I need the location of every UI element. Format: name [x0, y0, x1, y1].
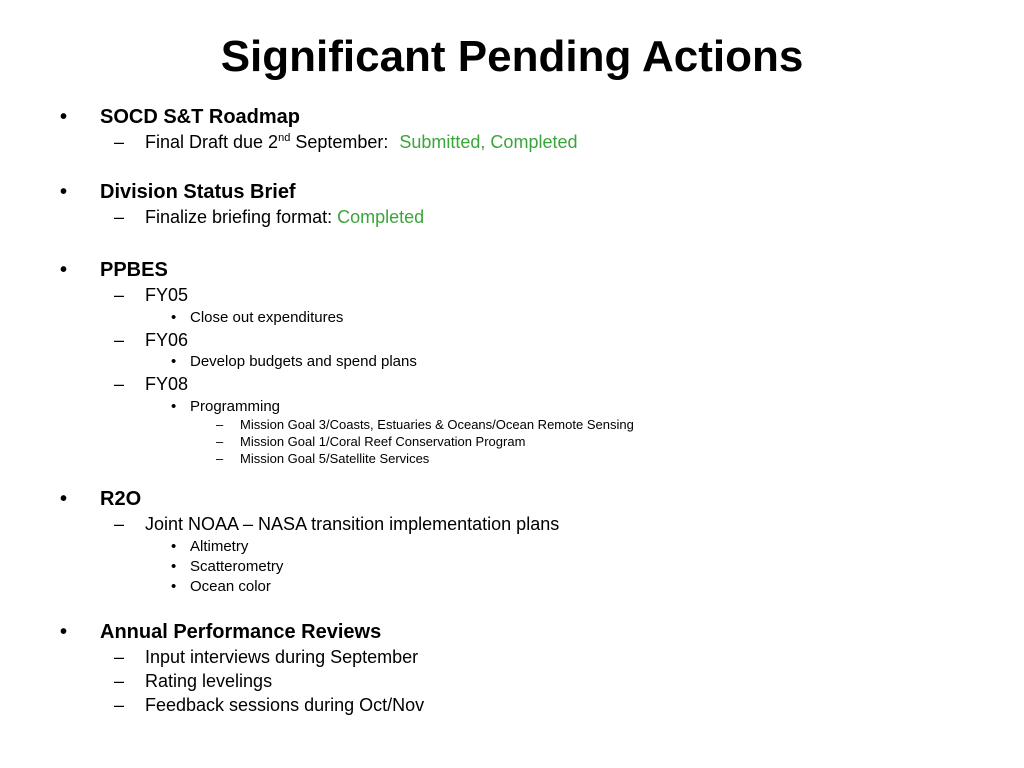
- bullet-marker: •: [171, 578, 177, 595]
- dash-marker: –: [114, 330, 125, 350]
- bullet-marker: •: [171, 538, 177, 555]
- bullet-marker: •: [60, 259, 68, 281]
- bullet-marker: •: [60, 106, 68, 128]
- section-heading-division-status: Division Status Brief: [100, 181, 296, 203]
- list-subsubitem-mission-goal-3: Mission Goal 3/Coasts, Estuaries & Oceans/Ocean Remote Sensing: [240, 417, 634, 432]
- dash-marker: –: [114, 647, 125, 667]
- dash-marker: –: [114, 285, 125, 305]
- list-subitem-close-out: Close out expenditures: [190, 309, 344, 326]
- list-item-fy08: FY08: [145, 374, 189, 394]
- status-text: Completed: [337, 207, 425, 227]
- item-text: September:: [290, 132, 389, 152]
- bullet-marker: •: [60, 488, 68, 510]
- dash-marker: –: [216, 451, 224, 466]
- bullet-marker: •: [171, 398, 177, 415]
- list-item-final-draft: [145, 131, 577, 153]
- section-heading-ppbes: PPBES: [100, 259, 168, 281]
- dash-marker: –: [114, 207, 125, 227]
- dash-marker: –: [216, 417, 224, 432]
- list-item-fy06: FY06: [145, 330, 189, 350]
- list-subitem-develop-budgets: Develop budgets and spend plans: [190, 353, 417, 370]
- bullet-marker: •: [60, 621, 68, 643]
- list-item-fy05: FY05: [145, 285, 189, 305]
- dash-marker: –: [114, 374, 125, 394]
- item-text: Finalize briefing format:: [145, 207, 338, 227]
- list-subitem-altimetry: Altimetry: [190, 538, 249, 555]
- list-item-joint-noaa-nasa: Joint NOAA – NASA transition implementation plans: [145, 514, 560, 534]
- list-item-briefing-format: [145, 206, 424, 228]
- superscript-ordinal: nd: [278, 132, 291, 144]
- dash-marker: –: [114, 514, 125, 534]
- section-heading-socd: SOCD S&T Roadmap: [100, 106, 301, 128]
- list-subitem-ocean-color: Ocean color: [190, 578, 271, 595]
- list-subitem-scatterometry: Scatterometry: [190, 558, 284, 575]
- list-subsubitem-mission-goal-5: Mission Goal 5/Satellite Services: [240, 451, 430, 466]
- list-item-feedback-sessions: Feedback sessions during Oct/Nov: [145, 695, 425, 715]
- bullet-marker: •: [171, 558, 177, 575]
- bullet-marker: •: [171, 353, 177, 370]
- item-text: Final Draft due 2: [145, 132, 279, 152]
- list-item-rating-levelings: Rating levelings: [145, 671, 273, 691]
- list-subsubitem-mission-goal-1: Mission Goal 1/Coral Reef Conservation Program: [240, 434, 526, 449]
- list-item-input-interviews: Input interviews during September: [145, 647, 419, 667]
- dash-marker: –: [114, 671, 125, 691]
- dash-marker: –: [114, 695, 125, 715]
- dash-marker: –: [216, 434, 224, 449]
- section-heading-r2o: R2O: [100, 488, 142, 510]
- section-heading-annual-reviews: Annual Performance Reviews: [100, 621, 382, 643]
- slide-title: Significant Pending Actions: [220, 32, 804, 81]
- bullet-marker: •: [171, 309, 177, 326]
- dash-marker: –: [114, 132, 125, 152]
- bullet-marker: •: [60, 181, 68, 203]
- list-subitem-programming: Programming: [190, 398, 281, 415]
- status-text: Submitted, Completed: [399, 132, 578, 152]
